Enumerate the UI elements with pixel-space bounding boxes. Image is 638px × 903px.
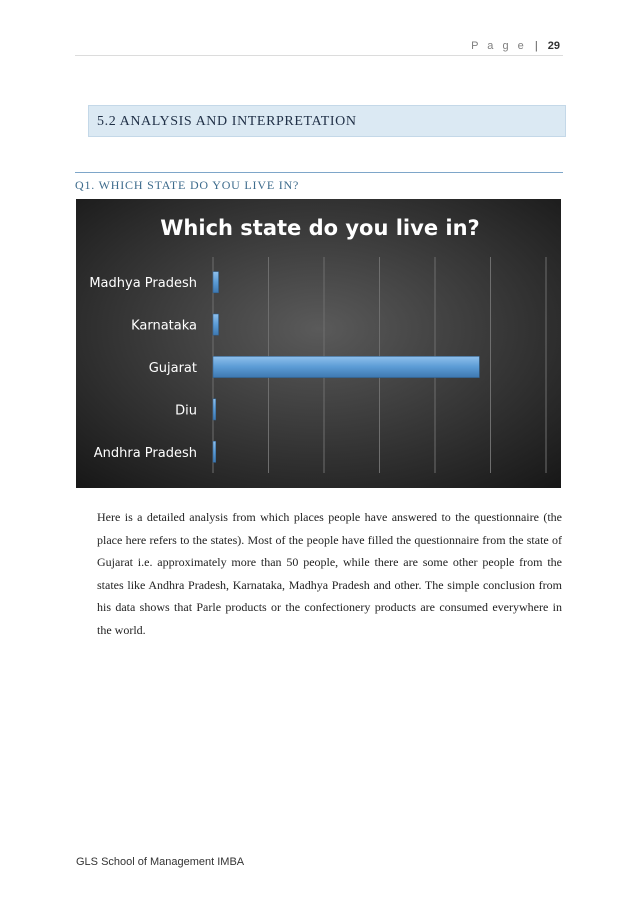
bar-karnataka (213, 314, 219, 335)
question-heading: Q1. WHICH STATE DO YOU LIVE IN? (75, 178, 300, 192)
bar-gujarat (213, 356, 479, 377)
footer-text: GLS School of Management IMBA (76, 856, 245, 868)
category-label-diu: Diu (175, 403, 197, 419)
category-label-madhya-pradesh: Madhya Pradesh (89, 276, 197, 292)
page-number: 29 (547, 40, 560, 52)
page-number-header (471, 40, 560, 52)
chart-svg (76, 199, 561, 488)
page-separator: | (534, 40, 538, 52)
category-label-andhra-pradesh: Andhra Pradesh (93, 445, 197, 461)
category-label-karnataka: Karnataka (131, 318, 197, 334)
chart-background (76, 199, 561, 488)
bar-diu (213, 399, 216, 420)
question-divider (75, 172, 563, 173)
header-divider (75, 55, 563, 56)
section-title: 5.2 ANALYSIS AND INTERPRETATION (97, 114, 357, 129)
section-heading-box (88, 105, 566, 137)
bar-madhya-pradesh (213, 272, 219, 293)
chart-title: Which state do you live in? (160, 216, 480, 240)
analysis-paragraph: Here is a detailed analysis from which places people have answered to the questionnaire (the place here refers to the states). Most of the people have filled the questionnaire from the state of Gujarat i.e. approximately more than 50 people, while there are some other people from the states like Andhra Pradesh, Karnataka, Madhya Pradesh and other. The simple conclusion from his data shows that Parle products or the confectionery products are consumed everywhere in the world. (97, 510, 562, 637)
category-label-gujarat: Gujarat (148, 361, 197, 376)
state-bar-chart (76, 199, 561, 488)
page-label: P a g e (471, 40, 527, 52)
bar-andhra-pradesh (213, 441, 216, 462)
